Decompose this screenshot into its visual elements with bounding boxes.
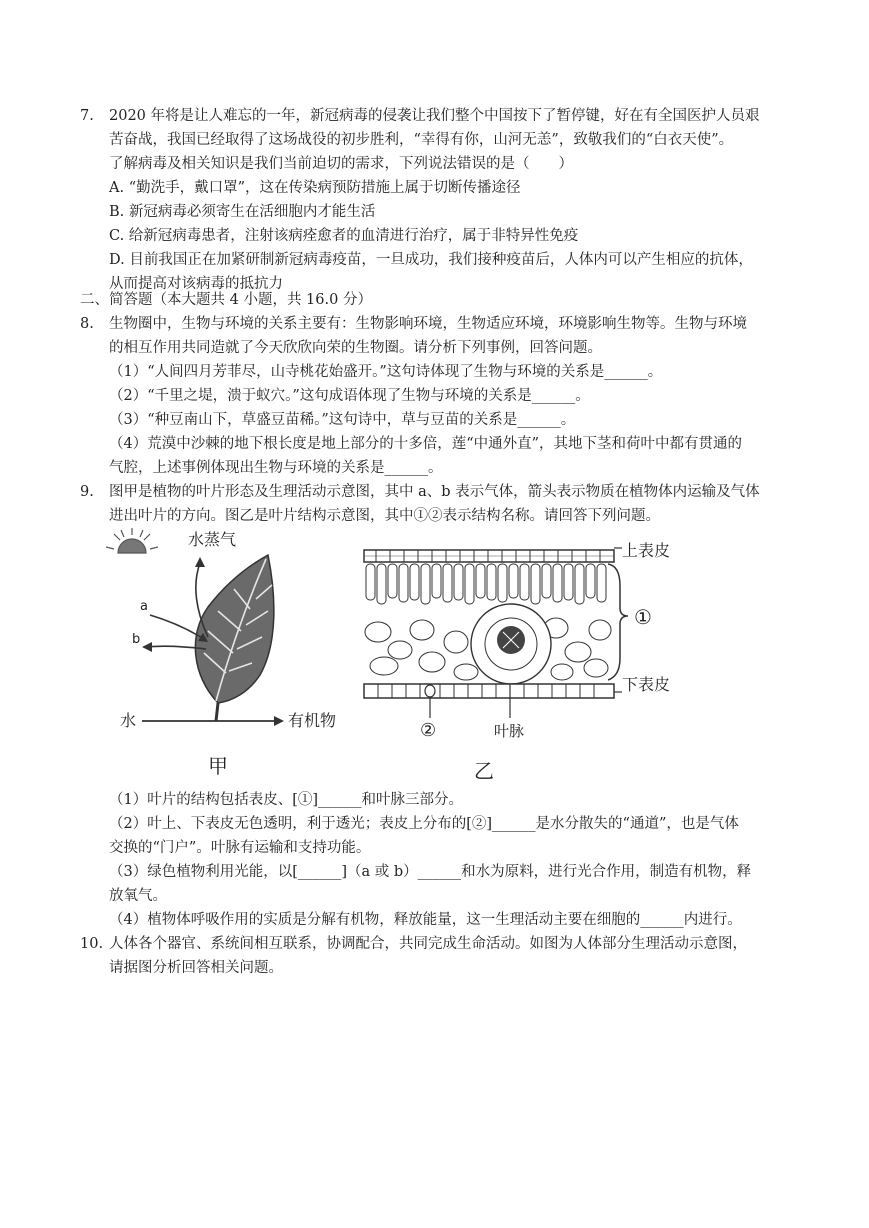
figure-jia-leaf-diagram bbox=[100, 525, 360, 780]
q8-stem-line-2: 的相互作用共同造就了今天欣欣向荣的生物圈。请分析下列事例，回答问题。 bbox=[109, 340, 602, 356]
q9-sub-3-line-2: 放氧气。 bbox=[109, 888, 167, 904]
label-a: a bbox=[140, 599, 148, 614]
figure-yi-leaf-cross-section bbox=[356, 534, 696, 782]
q7-stem-line-2: 苦奋战，我国已经取得了这场战役的初步胜利，“幸得有你，山河无恙”，致敬我们的“白衣天使”。 bbox=[109, 132, 734, 148]
leaf-blade bbox=[195, 555, 274, 703]
section-heading: 二、简答题（本大题共 4 小题，共 16.0 分） bbox=[80, 292, 372, 308]
q9-sub-3-line-1: （3）绿色植物利用光能，以[______]（a 或 b）______和水为原料，进行光合作用，制造有机物，释 bbox=[109, 864, 752, 880]
q8-sub-4-line-1: （4）荒漠中沙棘的地下根长度是地上部分的十多倍，莲“中通外直”，其地下茎和荷叶中都有贯通的 bbox=[109, 436, 743, 452]
q10-stem-line-1: 人体各个器官、系统间相互联系，协调配合，共同完成生命活动。如图为人体部分生理活动示意图， bbox=[109, 936, 747, 952]
q9-number: 9. bbox=[80, 484, 94, 500]
q9-sub-1: （1）叶片的结构包括表皮、[①]______和叶脉三部分。 bbox=[109, 792, 464, 808]
q8-sub-1: （1）“人间四月芳菲尽，山寺桃花始盛开。”这句诗体现了生物与环境的关系是______。 bbox=[109, 364, 663, 380]
label-mark-2: ② bbox=[420, 720, 437, 741]
figure-yi-caption: 乙 bbox=[474, 759, 494, 782]
label-lower-epidermis: 下表皮 bbox=[622, 675, 671, 694]
q10-stem-line-2: 请据图分析回答相关问题。 bbox=[109, 960, 283, 976]
q7-option-a: A. “勤洗手，戴口罩”，这在传染病预防措施上属于切断传播途径 bbox=[109, 180, 521, 196]
q7-option-d-line-2: 从而提高对该病毒的抵抗力 bbox=[109, 276, 283, 292]
q7-number: 7. bbox=[80, 108, 94, 124]
q7-stem-line-3: 了解病毒及相关知识是我们当前迫切的需求，下列说法错误的是（ ） bbox=[109, 156, 573, 172]
figure-jia-caption: 甲 bbox=[208, 754, 228, 778]
q9-stem-line-2: 进出叶片的方向。图乙是叶片结构示意图，其中①②表示结构名称。请回答下列问题。 bbox=[109, 508, 660, 524]
q9-sub-2-line-1: （2）叶上、下表皮无色透明，利于透光；表皮上分布的[②]______是水分散失的“通道”，也是气体 bbox=[109, 816, 739, 832]
label-vein: 叶脉 bbox=[494, 722, 525, 740]
q7-option-d-line-1: D. 目前我国正在加紧研制新冠病毒疫苗，一旦成功，我们接种疫苗后，人体内可以产生相应的抗体， bbox=[109, 252, 753, 268]
mesophyll-brace bbox=[608, 564, 628, 680]
label-mark-1: ① bbox=[634, 605, 652, 629]
q8-number: 8. bbox=[80, 316, 94, 332]
vein-bundle bbox=[471, 604, 551, 684]
q8-sub-4-line-2: 气腔，上述事例体现出生物与环境的关系是______。 bbox=[109, 460, 443, 476]
label-b: b bbox=[132, 632, 141, 647]
label-water-vapor: 水蒸气 bbox=[188, 530, 237, 549]
q8-sub-3: （3）“种豆南山下，草盛豆苗稀。”这句诗中，草与豆苗的关系是______。 bbox=[109, 412, 576, 428]
q8-sub-2: （2）“千里之堤，溃于蚁穴。”这句成语体现了生物与环境的关系是______。 bbox=[109, 388, 590, 404]
label-upper-epidermis: 上表皮 bbox=[622, 541, 671, 560]
label-organic-matter: 有机物 bbox=[288, 711, 337, 730]
petiole bbox=[216, 703, 218, 721]
q9-sub-2-line-2: 交换的“门户”。叶脉有运输和支持功能。 bbox=[109, 840, 371, 856]
q7-option-b: B. 新冠病毒必须寄生在活细胞内才能生活 bbox=[109, 204, 376, 220]
q7-stem-line-1: 2020 年将是让人难忘的一年，新冠病毒的侵袭让我们整个中国按下了暂停键，好在有全国医护人员艰 bbox=[109, 108, 760, 124]
q9-sub-4: （4）植物体呼吸作用的实质是分解有机物，释放能量，这一生理活动主要在细胞的______内进行。 bbox=[109, 912, 742, 928]
q9-stem-line-1: 图甲是植物的叶片形态及生理活动示意图，其中 a、b 表示气体，箭头表示物质在植物体内运输及气体 bbox=[109, 484, 760, 500]
upper-epidermis bbox=[364, 550, 614, 562]
q8-stem-line-1: 生物圈中，生物与环境的关系主要有：生物影响环境，生物适应环境，环境影响生物等。生物与环境 bbox=[109, 316, 747, 332]
q10-number: 10. bbox=[80, 936, 104, 952]
palisade-tissue bbox=[366, 564, 606, 604]
lower-epidermis bbox=[364, 684, 614, 698]
label-water: 水 bbox=[120, 711, 137, 730]
sun-icon bbox=[106, 528, 158, 553]
q7-option-c: C. 给新冠病毒患者，注射该病痊愈者的血清进行治疗，属于非特异性免疫 bbox=[109, 228, 579, 244]
